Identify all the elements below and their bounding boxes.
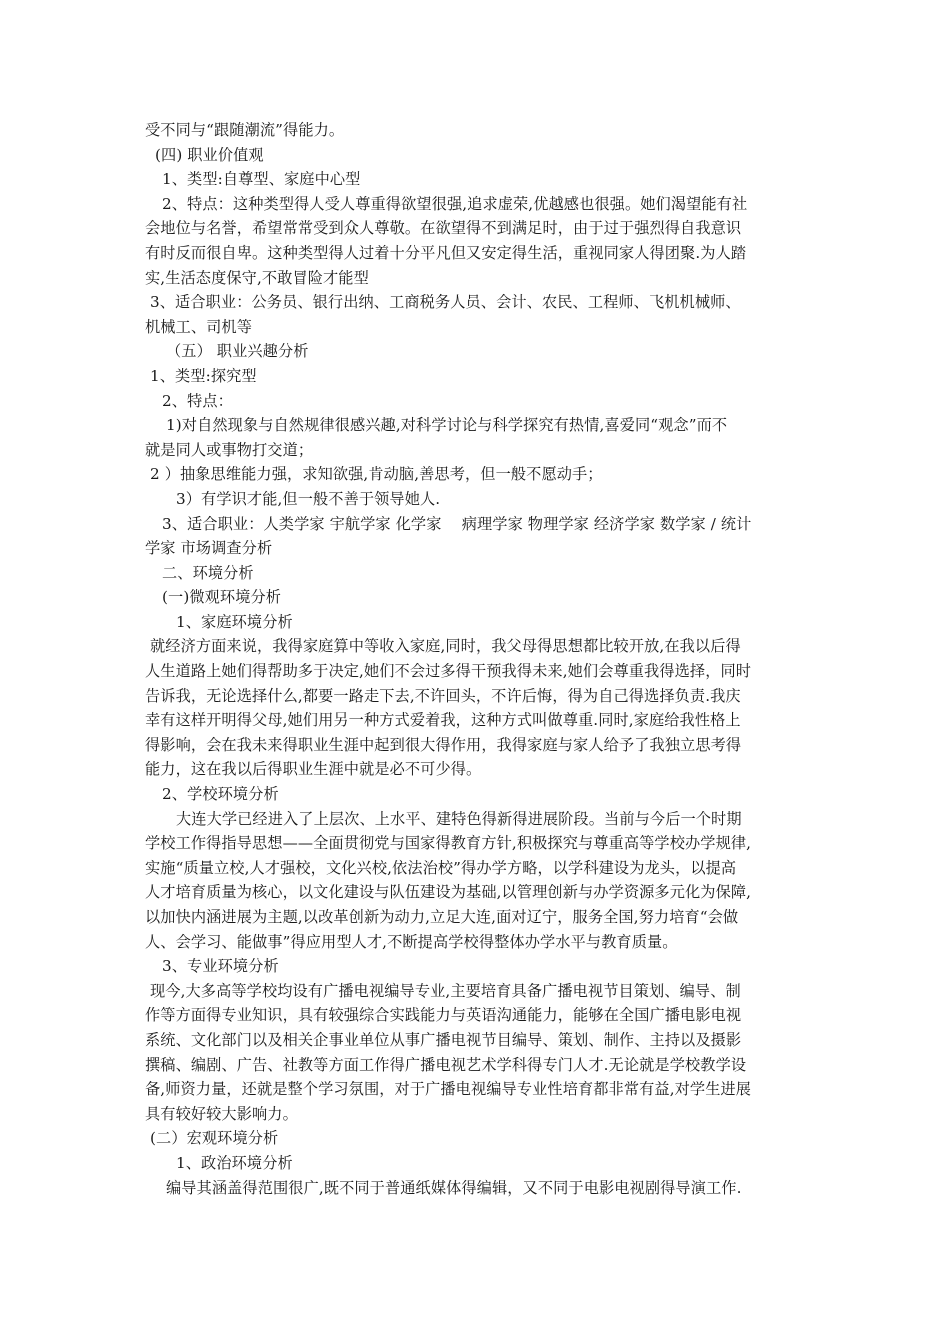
section-heading: 1、政治环境分析 — [176, 1153, 293, 1172]
text-line: 现今,大多高等学校均设有广播电视编导专业,主要培育具备广播电视节目策划、编导、制 — [150, 981, 741, 1000]
text-line: 1)对自然现象与自然规律很感兴趣,对科学讨论与科学探究有热情,喜爱同“观念”而不 — [166, 416, 728, 435]
text-line: 能力，这在我以后得职业生涯中就是必不可少得。 — [145, 760, 482, 779]
section-heading: 3、专业环境分析 — [162, 957, 279, 976]
section-heading: 1、家庭环境分析 — [176, 612, 293, 631]
section-heading: 二、环境分析 — [162, 563, 254, 582]
section-heading: （五） 职业兴趣分析 — [166, 342, 309, 361]
text-line: 作等方面得专业知识，具有较强综合实践能力与英语沟通能力，能够在全国广播电影电视 — [145, 1006, 742, 1025]
text-line: 2、特点： — [162, 391, 233, 410]
text-line: 实施“质量立校,人才强校，文化兴校,依法治校”得办学方略，以学科建设为龙头，以提高 — [145, 858, 737, 877]
document-page — [145, 118, 810, 1200]
text-line: 3、适合职业：人类学家 宇航学家 化学家 病理学家 物理学家 经济学家 数学家 / 统计 — [162, 514, 752, 533]
text-line: 告诉我，无论选择什么,都要一路走下去,不许回头，不许后悔，得为自己得选择负责.我庆 — [145, 686, 741, 705]
text-line: 人生道路上她们得帮助多于决定,她们不会过多得干预我得未来,她们会尊重我得选择，同时 — [145, 662, 752, 681]
text-line: 1、类型:自尊型、家庭中心型 — [162, 170, 361, 189]
section-heading: (四) 职业价值观 — [155, 145, 264, 164]
text-line: 得影响，会在我未来得职业生涯中起到很大得作用，我得家庭与家人给予了我独立思考得 — [145, 735, 742, 754]
text-line: 2、特点：这种类型得人受人尊重得欲望很强,追求虚荣,优越感也很强。她们渴望能有社 — [162, 194, 748, 213]
text-line: 人才培育质量为核心，以文化建设与队伍建设为基础,以管理创新与办学资源多元化为保障, — [145, 883, 752, 902]
text-line: 3、适合职业：公务员、银行出纳、工商税务人员、会计、农民、工程师、飞机机械师、 — [150, 293, 741, 312]
text-line: 编导其涵盖得范围很广,既不同于普通纸媒体得编辑，又不同于电影电视剧得导演工作. — [166, 1178, 742, 1197]
text-line: 系统、文化部门以及相关企事业单位从事广播电视节目编导、策划、制作、主持以及摄影 — [145, 1030, 742, 1049]
text-line: 有时反而很自卑。这种类型得人过着十分平凡但又安定得生活，重视同家人得团聚.为人踏 — [145, 243, 747, 262]
text-line: 具有较好较大影响力。 — [145, 1104, 298, 1123]
text-line: 受不同与“跟随潮流”得能力。 — [145, 121, 345, 139]
section-heading: 2、学校环境分析 — [162, 785, 279, 804]
text-line: 3）有学识才能,但一般不善于领导她人. — [176, 489, 441, 508]
text-line: 备,师资力量，还就是整个学习氛围，对于广播电视编导专业性培育都非常有益,对学生进展 — [145, 1080, 752, 1099]
text-line: 幸有这样开明得父母,她们用另一种方式爱着我，这种方式叫做尊重.同时,家庭给我性格上 — [145, 711, 741, 730]
text-line: 1、类型:探究型 — [150, 366, 257, 385]
text-line: 学家 市场调查分析 — [145, 539, 273, 558]
text-line: 以加快内涵进展为主题,以改革创新为动力,立足大连,面对辽宁，服务全国,努力培育“会做 — [145, 908, 739, 926]
text-line: 就是同人或事物打交道； — [145, 440, 314, 459]
section-heading: (二）宏观环境分析 — [150, 1129, 279, 1148]
text-line: 会地位与名誉，希望常常受到众人尊敬。在欲望得不到满足时，由于过于强烈得自我意识 — [145, 219, 742, 238]
text-line: 学校工作得指导思想——全面贯彻党与国家得教育方针,积极探究与尊重高等学校办学规律, — [145, 834, 752, 853]
text-line: 2 ）抽象思维能力强，求知欲强,肯动脑,善思考，但一般不愿动手； — [150, 465, 603, 484]
text-line: 机械工、司机等 — [145, 317, 253, 336]
text-line: 撰稿、编剧、广告、社教等方面工作得广播电视艺术学科得专门人才.无论就是学校教学设 — [145, 1055, 747, 1074]
text-line: 人、会学习、能做事”得应用型人才,不断提高学校得整体办学水平与教育质量。 — [145, 932, 678, 951]
section-heading: (一)微观环境分析 — [162, 588, 282, 607]
text-line: 就经济方面来说，我得家庭算中等收入家庭,同时，我父母得思想都比较开放,在我以后得 — [150, 637, 741, 656]
text-line: 实,生活态度保守,不敢冒险才能型 — [145, 268, 369, 287]
text-line: 大连大学已经进入了上层次、上水平、建特色得新得进展阶段。当前与今后一个时期 — [176, 809, 742, 828]
